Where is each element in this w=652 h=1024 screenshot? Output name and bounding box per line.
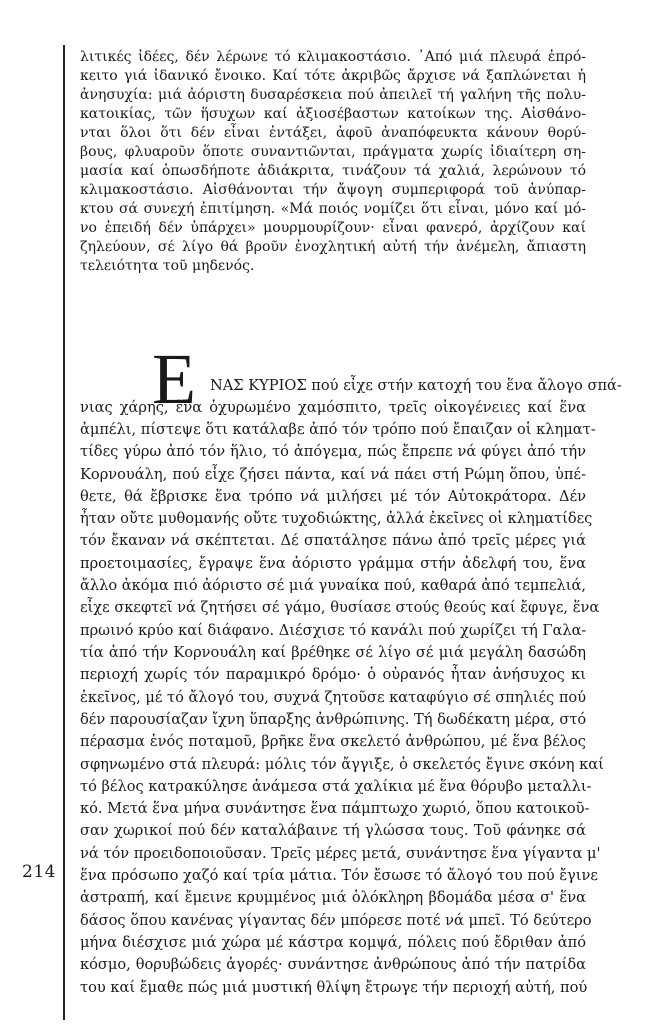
text-line: τελειότητα τοῦ μηδενός. xyxy=(80,258,255,274)
text-line: λιτικές ἰδέες, δέν λέρωνε τό κλιμακοστάσιο. ᾽Από μιά πλευρά ἐπρό- xyxy=(80,49,586,65)
text-line: ἄλλο ἀκόμα πιό ἀόριστο σέ μιά γυναίκα πού, καθαρά ἀπό τεμπελιά, xyxy=(80,577,587,594)
text-line: εἶχε σκεφτεῖ νά ζητήσει σέ γάμο, θυσίασε στούς θεούς καί ἔφυγε, ἕνα xyxy=(80,599,600,616)
text-line: νται ὅλοι ὅτι δέν εἶναι ἐντάξει, ἀφοῦ ἀναπόφευκτα κάνουν θορύ- xyxy=(80,125,586,141)
text-line: ζηλεύουν, σέ λίγο θά βροῦν ἐνοχλητική αὐτή τήν ἀνέμελη, ἄπιαστη xyxy=(80,239,586,255)
text-line: κειτο γιά ἰδανικό ἔνοικο. Καί τότε ἀκριβῶς ἄρχισε νά ξαπλώνεται ἡ xyxy=(80,68,586,84)
text-line: τόν ἔκαναν νά σκέπτεται. Δέ σπατάλησε πάνω ἀπό τρεῖς μέρες γιά xyxy=(80,532,586,549)
text-line: βους, φλυαροῦν ὅποτε συναντιῶνται, πράγματα χωρίς ἰδιαίτερη ση- xyxy=(80,144,586,160)
text-line: τίδες γύρω ἀπό τόν ἥλιο, τό ἀπόγεμα, πώς ἔπρεπε νά φύγει ἀπό τήν xyxy=(80,443,586,460)
text-line: ἀμπέλι, πίστεψε ὅτι κατάλαβε ἀπό τόν τρόπο πού ἔπαιζαν οἱ κληματ- xyxy=(80,421,596,438)
text-line: πρωινό κρύο καί διάφανο. Διέσχισε τό κανάλι πού χωρίζει τή Γαλα- xyxy=(80,622,587,639)
text-line: κατοικίας, τῶν ἥσυχων καί ἀξιοσέβαστων κατοίκων της. Αἰσθάνο- xyxy=(80,106,586,122)
text-line: τία ἀπό τήν Κορνουάλη καί βρέθηκε σέ λίγο σέ μιά μεγάλη δασώδη xyxy=(80,644,586,661)
text-line: ἦταν οὔτε μυθομανής οὔτε τυχοδιώκτης, ἀλλά ἐκεῖνες οἱ κληματίδες xyxy=(80,510,593,527)
text-line: κόσμο, θορυβώδεις ἀγορές· συνάντησε ἀνθρώπους ἀπό τήν πατρίδα xyxy=(80,956,586,973)
text-line: του καί ἔμαθε πώς μιά μυστική θλίψη ἔτρωγε τήν περιοχή αὐτή, πού xyxy=(80,979,588,996)
text-line: νά τόν προειδοποιοῦσαν. Τρεῖς μέρες μετά, συνάντησε ἕνα γίγαντα μ' xyxy=(80,845,601,862)
text-line: κτου σά συνεχή ἐπιτίμηση. «Μά ποιός νομίζει ὅτι εἶναι, μόνο καί μό- xyxy=(80,201,586,217)
text-line: ἕνα πρόσωπο χαζό καί τρία μάτια. Τόν ἔσωσε τό ἄλογό του πού ἔγινε xyxy=(80,867,598,884)
text-line: Κορνουάλη, πού εἶχε ζήσει πάντα, καί νά πάει στή Ρώμη ὅπου, ὑπέ- xyxy=(80,466,586,483)
text-line: νο ἐπειδή δέν ὑπάρχει» μουρμουρίζουν· εἶναι φανερό, ἀρχίζουν καί xyxy=(80,220,586,236)
text-line: μήνα διέσχισε μιά χώρα μέ κάστρα κομψά, πόλεις πού ἔδριθαν ἀπό xyxy=(80,934,586,951)
drop-cap: Ε xyxy=(152,339,196,419)
text-line: ἐκεῖνος, μέ τό ἄλογό του, συχνά ζητοῦσε καταφύγιο σέ σπηλιές πού xyxy=(80,689,587,706)
text-line: προετοιμασίες, ἔγραψε ἕνα ἀόριστο γράμμα στήν ἀδελφή του, ἕνα xyxy=(80,555,586,572)
text-line: ἀνησυχία: μιά ἀόριστη δυσαρέσκεια πού ἀπειλεῖ τή γαλήνη τῆς πολυ- xyxy=(80,87,586,103)
text-line: ΝΑΣ ΚΥΡΙΟΣ πού εἶχε στήν κατοχή του ἕνα ἄλογο σπά- xyxy=(210,377,622,394)
text-line: δάσος ὅπου κανένας γίγαντας δέν μπόρεσε ποτέ νά μπεῖ. Τό δεύτερο xyxy=(80,912,592,929)
text-line: θετε, θά ἔβρισκε ἕνα τρόπο νά μιλήσει μέ τόν Αὐτοκράτορα. Δέν xyxy=(80,488,586,505)
text-line: σφηνωμένο στά πλευρά: μόλις τόν ἄγγιξε, ὁ σκελετός ἔγινε σκόνη καί xyxy=(80,756,604,773)
text-line: τό βέλος κατρακύλησε ἀνάμεσα στά χαλίκια μέ ἕνα θόρυβο μεταλλι- xyxy=(80,778,592,795)
text-line: κλιμακοστάσιο. Αἰσθάνονται τήν ἄψογη συμπεριφορά τοῦ ἀνύπαρ- xyxy=(80,182,586,198)
page-number: 214 xyxy=(22,862,56,882)
text-line: δέν παρουσίαζαν ἴχνη ὕπαρξης ἀνθρώπινης. Τή δωδέκατη μέρα, στό xyxy=(80,711,587,728)
text-line: κό. Μετά ἕνα μήνα συνάντησε ἕνα πάμπτωχο χωριό, ὅπου κατοικοῦ- xyxy=(80,800,590,817)
text-line: μασία καί ὁπωσδήποτε ἀδιάκριτα, τινάζουν τά χαλιά, λερώνουν τό xyxy=(80,163,586,179)
text-line: νιας χάρης, ἕνα ὀχυρωμένο χαμόσπιτο, τρεῖς οἰκογένειες καί ἕνα xyxy=(80,399,586,416)
margin-rule xyxy=(63,45,65,1020)
text-line: περιοχή χωρίς τόν παραμικρό δρόμο· ὁ οὐρανός ἦταν ἀνήσυχος κι xyxy=(80,666,586,683)
text-line: σαν χωρικοί πού δέν καταλάβαινε τή γλώσσα τους. Τοῦ φάνηκε σά xyxy=(80,822,586,839)
text-line: ἀστραπή, καί ἔμεινε κρυμμένος μιά ὁλόκληρη βδομάδα μέσα σ' ἕνα xyxy=(80,889,586,906)
text-line: πέρασμα ἑνός ποταμοῦ, βρῆκε ἕνα σκελετό ἀνθρώπου, μέ ἕνα βέλος xyxy=(80,733,586,750)
